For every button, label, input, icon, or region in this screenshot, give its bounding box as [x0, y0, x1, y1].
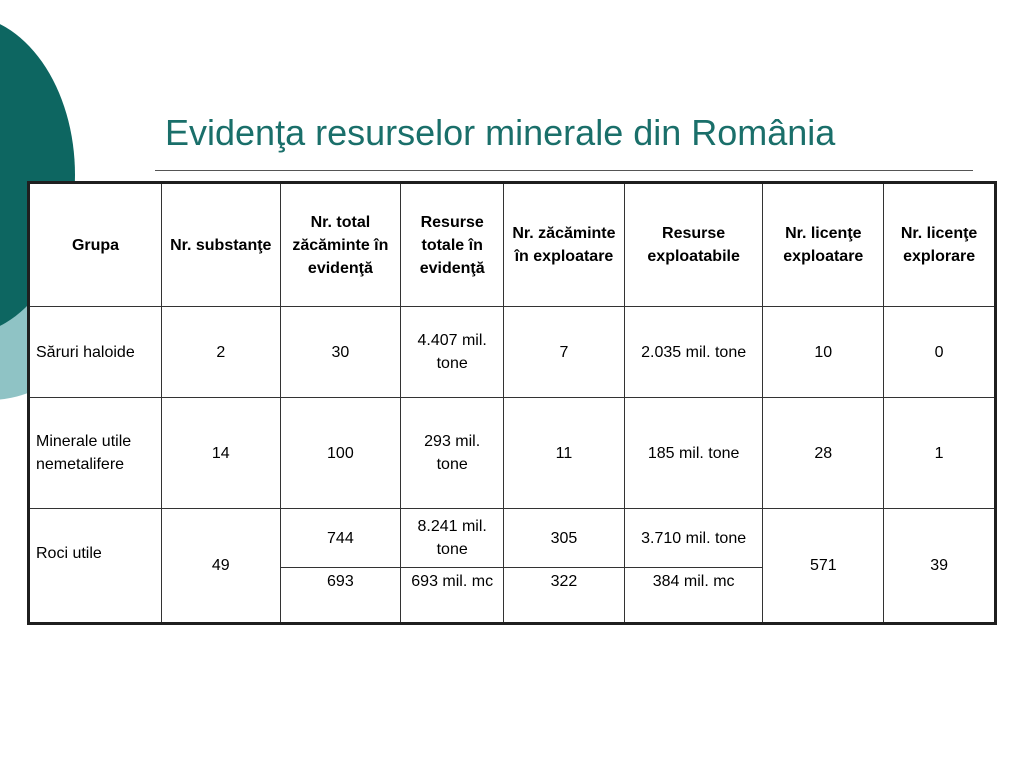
cell-licente-exploatare: 571: [763, 509, 884, 624]
cell-resurse-totale: 8.241 mil. tone: [401, 509, 504, 568]
slide-title: Evidenţa resurselor minerale din România: [165, 112, 836, 153]
cell-licente-explorare: 0: [884, 307, 996, 398]
cell-resurse-totale: 4.407 mil. tone: [401, 307, 504, 398]
cell-grupa: Roci utile: [29, 509, 162, 624]
cell-resurse-exploatabile: 384 mil. mc: [624, 568, 763, 624]
cell-substante: 14: [162, 398, 280, 509]
cell-resurse-totale: 293 mil. tone: [401, 398, 504, 509]
table-row: [29, 509, 996, 568]
header-nr-licente-exploatare: Nr. licenţe exploatare: [763, 183, 884, 307]
cell-zacaminte-exploatare: 11: [504, 398, 625, 509]
cell-resurse-exploatabile: 2.035 mil. tone: [624, 307, 763, 398]
cell-grupa: Minerale utile nemetalifere: [29, 398, 162, 509]
header-grupa: Grupa: [29, 183, 162, 307]
cell-resurse-exploatabile: 185 mil. tone: [624, 398, 763, 509]
header-resurse-exploatabile: Resurse exploatabile: [624, 183, 763, 307]
cell-licente-explorare: 39: [884, 509, 996, 624]
cell-zacaminte-exploatare: 7: [504, 307, 625, 398]
cell-licente-exploatare: 28: [763, 398, 884, 509]
cell-substante: 2: [162, 307, 280, 398]
cell-zacaminte-exploatare: 305: [504, 509, 625, 568]
header-nr-zacaminte-exploatare: Nr. zăcăminte în exploatare: [504, 183, 625, 307]
cell-zacaminte-total: 100: [280, 398, 401, 509]
cell-resurse-exploatabile: 3.710 mil. tone: [624, 509, 763, 568]
cell-zacaminte-exploatare: 322: [504, 568, 625, 624]
title-divider: [155, 170, 973, 171]
cell-licente-explorare: 1: [884, 398, 996, 509]
resources-table: [27, 181, 997, 625]
cell-licente-exploatare: 10: [763, 307, 884, 398]
cell-substante: 49: [162, 509, 280, 624]
cell-grupa: Săruri haloide: [29, 307, 162, 398]
header-resurse-totale: Resurse totale în evidenţă: [401, 183, 504, 307]
header-nr-total-zacaminte: Nr. total zăcăminte în evidenţă: [280, 183, 401, 307]
table-row: [29, 307, 996, 398]
table-row: [29, 398, 996, 509]
table-header-row: [29, 183, 996, 307]
cell-resurse-totale: 693 mil. mc: [401, 568, 504, 624]
header-nr-licente-explorare: Nr. licenţe explorare: [884, 183, 996, 307]
cell-zacaminte-total: 744: [280, 509, 401, 568]
header-nr-substante: Nr. substanţe: [162, 183, 280, 307]
cell-zacaminte-total: 693: [280, 568, 401, 624]
cell-zacaminte-total: 30: [280, 307, 401, 398]
